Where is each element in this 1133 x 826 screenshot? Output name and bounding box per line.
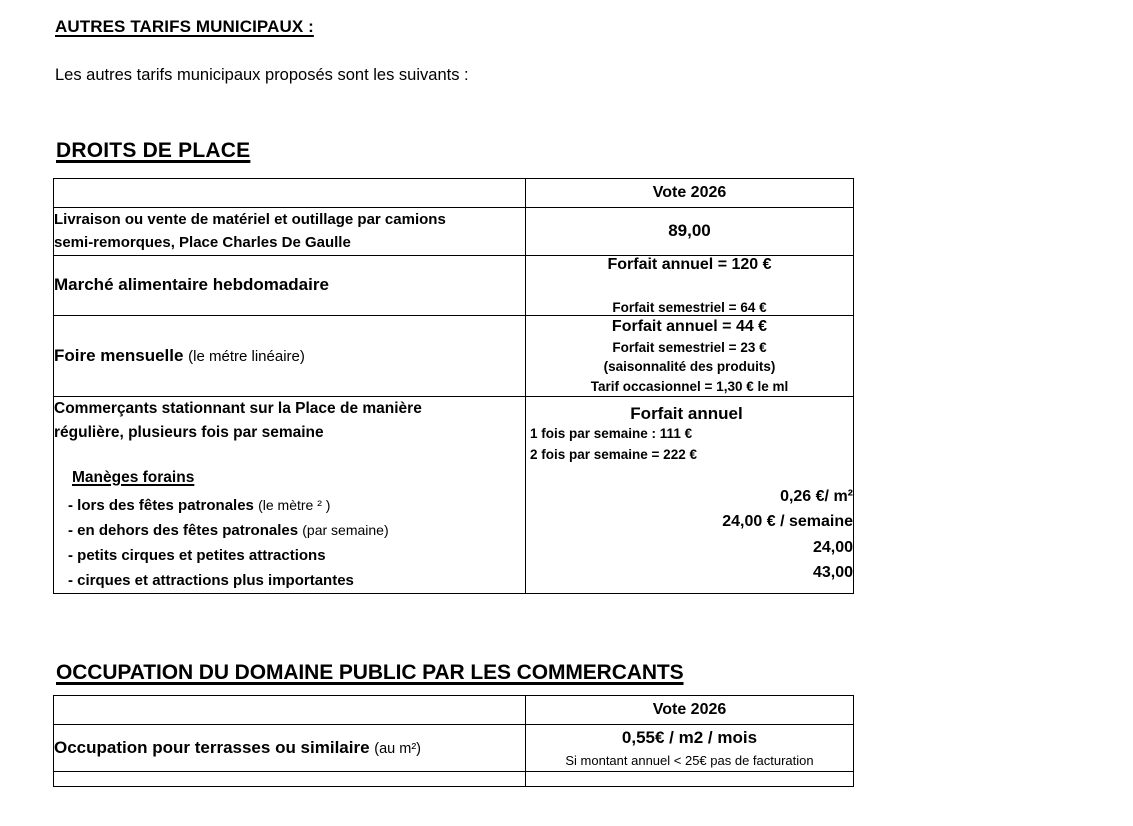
section-heading-occupation-domaine-public: OCCUPATION DU DOMAINE PUBLIC PAR LES COMMERCANTS — [56, 661, 684, 684]
cell-commercants-label — [54, 396, 526, 593]
maneges-amount-0: 0,26 €/ m² — [780, 487, 853, 505]
cell-livraison-value: 89,00 — [526, 208, 854, 256]
table-droits-de-place — [53, 178, 854, 594]
livraison-label-line2: semi-remorques, Place Charles De Gaulle — [54, 234, 351, 252]
cell-commercants-value — [526, 396, 854, 593]
foire-value-annuel: Forfait annuel = 44 € — [611, 317, 768, 335]
livraison-label-line1: Livraison ou vente de matériel et outillage par camions — [54, 211, 446, 228]
occupation-label-note: (au m²) — [374, 741, 422, 758]
cell-foire-value — [526, 315, 854, 396]
header-cell-label — [54, 696, 526, 725]
commercants-value-sub1: 1 fois par semaine : 111 € — [530, 425, 693, 441]
list-item — [68, 518, 525, 543]
list-item — [68, 493, 525, 518]
maneges-item-2-label: - petits cirques et petites attractions — [68, 546, 326, 564]
table-occupation-domaine-public — [53, 695, 854, 787]
table-row-commercants-maneges — [54, 396, 854, 593]
foire-value-occasionnel: Tarif occasionnel = 1,30 € le ml — [590, 378, 789, 394]
cell-marche-value — [526, 255, 854, 315]
maneges-item-3-label: - cirques et attractions plus importantes — [68, 571, 354, 589]
cell-empty-value — [526, 772, 854, 787]
maneges-amount-1: 24,00 € / semaine — [722, 513, 853, 531]
cell-empty-label — [54, 772, 526, 787]
foire-label-note: (le métre linéaire) — [188, 347, 305, 365]
maneges-item-1-label: - en dehors des fêtes patronales — [68, 521, 299, 539]
foire-value-semestriel: Forfait semestriel = 23 € — [612, 340, 767, 356]
list-item — [68, 543, 525, 568]
cell-foire-label — [54, 315, 526, 396]
commercants-label-line1: Commerçants stationnant sur la Place de manière — [54, 399, 422, 417]
table-row-occupation-terrasses — [54, 725, 854, 772]
marche-value-spacer — [526, 274, 853, 300]
table-row-foire-mensuelle — [54, 315, 854, 396]
list-item — [68, 568, 525, 593]
cell-occupation-label — [54, 725, 526, 772]
maneges-amount-2: 24,00 — [812, 538, 853, 556]
table-row-empty — [54, 772, 854, 787]
commercants-value-spacer — [526, 466, 853, 484]
maneges-list — [54, 493, 525, 593]
maneges-item-0-note: (le mètre ² ) — [258, 496, 331, 513]
foire-value-saisonnalite: (saisonnalité des produits) — [603, 359, 776, 375]
cell-occupation-value — [526, 725, 854, 772]
commercants-value-title: Forfait annuel — [630, 403, 743, 423]
table-row-livraison — [54, 208, 854, 256]
cell-livraison-label — [54, 208, 526, 256]
occupation-label-main: Occupation pour terrasses ou similaire — [54, 738, 370, 758]
document-intro-text: Les autres tarifs municipaux proposés sont les suivants : — [55, 66, 469, 84]
document-title: AUTRES TARIFS MUNICIPAUX : — [55, 17, 314, 36]
maneges-item-1-note: (par semaine) — [302, 521, 389, 538]
table-header-row — [54, 696, 854, 725]
section-heading-droits-de-place: DROITS DE PLACE — [56, 139, 251, 162]
maneges-item-0-label: - lors des fêtes patronales — [68, 496, 254, 514]
maneges-forains-subheading: Manèges forains — [72, 468, 195, 486]
cell-marche-label: Marché alimentaire hebdomadaire — [54, 255, 526, 315]
table-header-row — [54, 179, 854, 208]
marche-value-annuel: Forfait annuel = 120 € — [607, 255, 772, 273]
maneges-amount-3: 43,00 — [812, 564, 853, 582]
commercants-label-line2: régulière, plusieurs fois par semaine — [54, 423, 324, 441]
occupation-value-tarif: 0,55€ / m2 / mois — [621, 728, 758, 747]
header-cell-vote-2026: Vote 2026 — [526, 179, 854, 208]
marche-value-semestriel: Forfait semestriel = 64 € — [612, 299, 767, 315]
commercants-value-sub2: 2 fois par semaine = 222 € — [530, 446, 697, 462]
header-cell-label — [54, 179, 526, 208]
header-cell-vote-2026: Vote 2026 — [526, 696, 854, 725]
foire-label-main: Foire mensuelle — [54, 345, 184, 365]
occupation-value-note: Si montant annuel < 25€ pas de facturation — [565, 752, 814, 768]
table-row-marche-alimentaire — [54, 255, 854, 315]
